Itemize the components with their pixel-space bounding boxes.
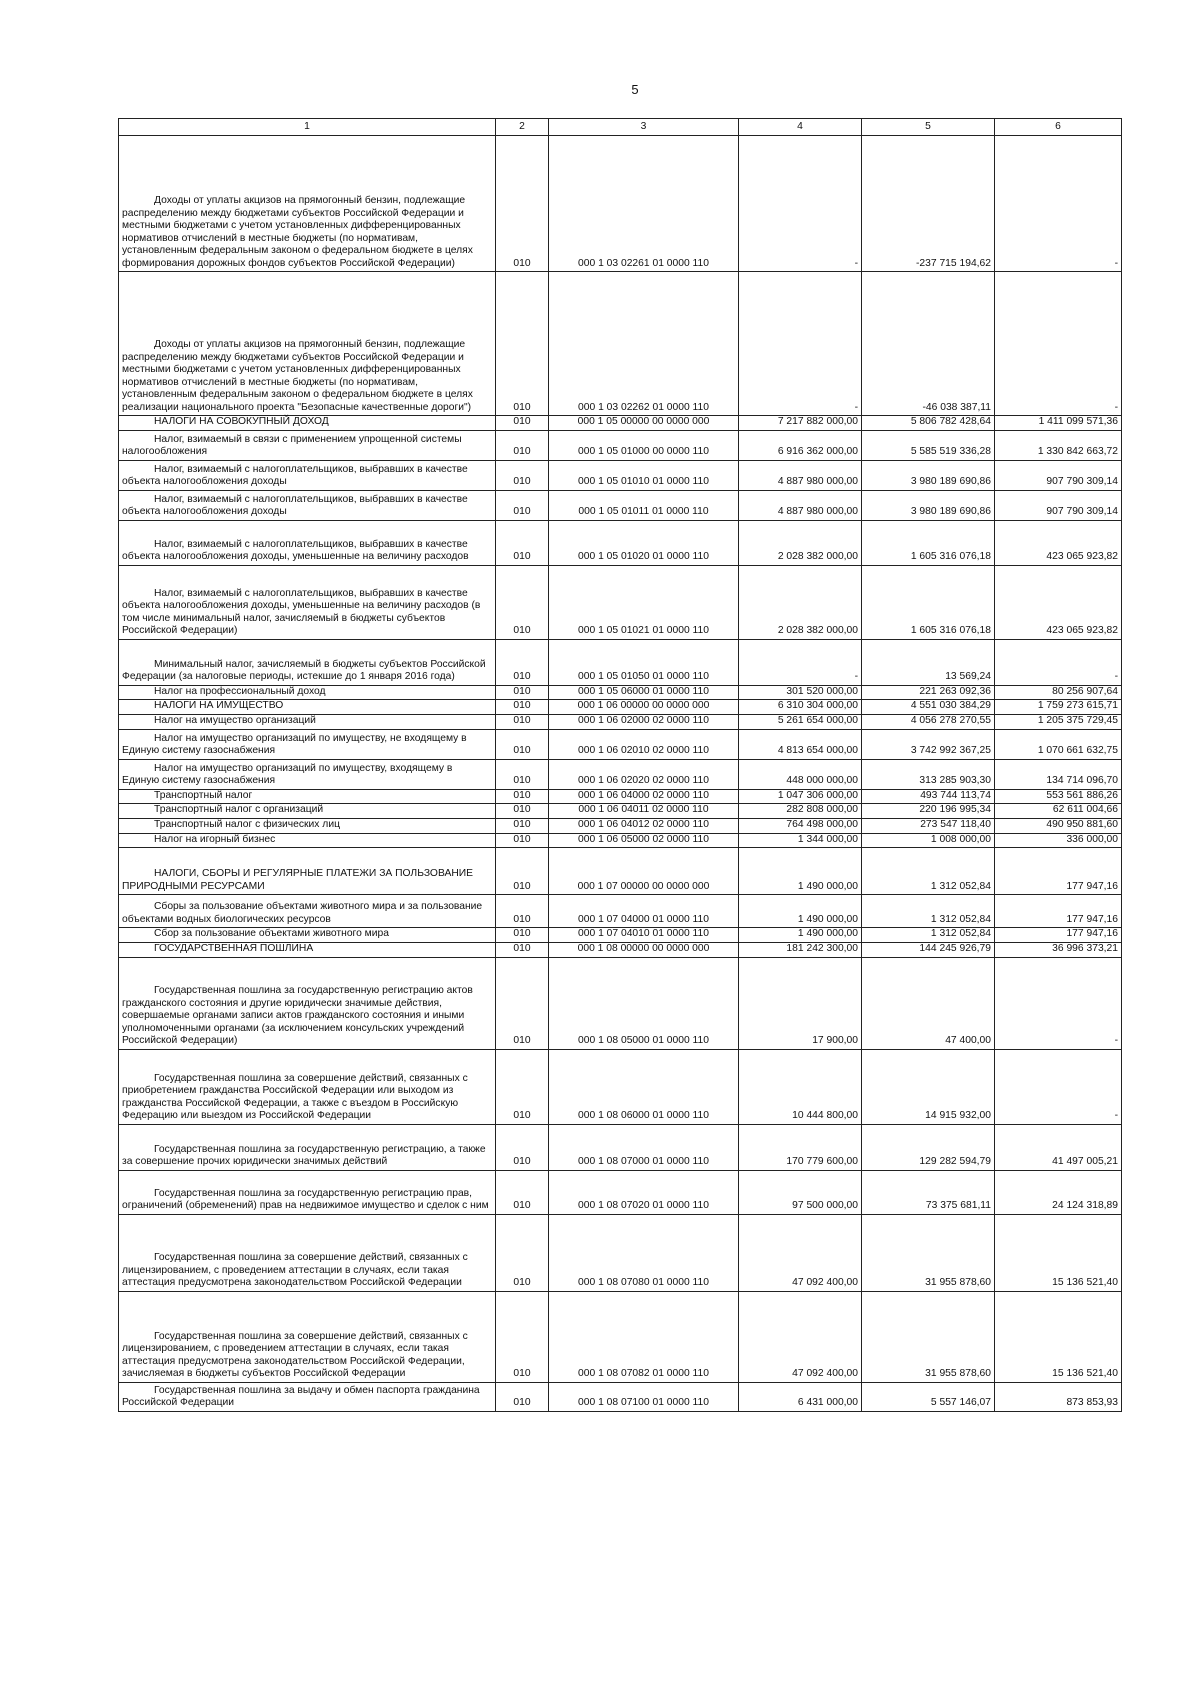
row-unexecuted-amount: 24 124 318,89 xyxy=(995,1170,1122,1214)
table-row xyxy=(119,1382,1122,1411)
row-budget-code: 000 1 08 06000 01 0000 110 xyxy=(549,1049,739,1124)
row-name-text: НАЛОГИ, СБОРЫ И РЕГУЛЯРНЫЕ ПЛАТЕЖИ ЗА ПОЛЬЗОВАНИЕ ПРИРОДНЫМИ РЕСУРСАМИ xyxy=(122,868,474,892)
row-name-text: НАЛОГИ НА ИМУЩЕСТВО xyxy=(154,700,284,711)
row-line-code: 010 xyxy=(496,1124,549,1170)
row-name-text: Транспортный налог xyxy=(154,789,253,801)
row-approved-amount: 448 000 000,00 xyxy=(739,759,862,789)
table-row xyxy=(119,1124,1122,1170)
row-executed-amount: 31 955 878,60 xyxy=(862,1214,995,1291)
table-row xyxy=(119,430,1122,460)
row-name-text: Налог, взимаемый с налогоплательщиков, выбравших в качестве объекта налогообложения доходы, уменьшенные на величину расходов xyxy=(122,538,469,562)
row-approved-amount: 1 047 306 000,00 xyxy=(739,789,862,804)
row-name xyxy=(119,1124,496,1170)
row-name xyxy=(119,430,496,460)
row-approved-amount: - xyxy=(739,272,862,416)
row-budget-code: 000 1 08 07100 01 0000 110 xyxy=(549,1382,739,1411)
row-unexecuted-amount: 490 950 881,60 xyxy=(995,818,1122,833)
row-approved-amount: 181 242 300,00 xyxy=(739,942,862,957)
row-budget-code: 000 1 05 01021 01 0000 110 xyxy=(549,565,739,639)
column-header: 5 xyxy=(862,119,995,136)
row-name xyxy=(119,895,496,928)
row-executed-amount: 5 585 519 336,28 xyxy=(862,430,995,460)
row-name-text: Налог на имущество организаций по имуществу, входящему в Единую систему газоснабжения xyxy=(122,762,453,786)
table-row xyxy=(119,714,1122,729)
table-row xyxy=(119,818,1122,833)
row-unexecuted-amount: 1 759 273 615,71 xyxy=(995,700,1122,715)
table-row xyxy=(119,272,1122,416)
row-name xyxy=(119,460,496,490)
row-executed-amount: 5 806 782 428,64 xyxy=(862,416,995,431)
row-name xyxy=(119,789,496,804)
row-unexecuted-amount: 15 136 521,40 xyxy=(995,1291,1122,1382)
row-line-code: 010 xyxy=(496,685,549,700)
row-unexecuted-amount: 423 065 923,82 xyxy=(995,520,1122,565)
row-executed-amount: 1 605 316 076,18 xyxy=(862,520,995,565)
row-name-text: Сбор за пользование объектами животного мира xyxy=(154,928,389,939)
row-budget-code: 000 1 08 05000 01 0000 110 xyxy=(549,957,739,1049)
table-row xyxy=(119,895,1122,928)
row-approved-amount: 47 092 400,00 xyxy=(739,1214,862,1291)
row-name xyxy=(119,1214,496,1291)
row-approved-amount: 2 028 382 000,00 xyxy=(739,565,862,639)
row-budget-code: 000 1 05 01000 00 0000 110 xyxy=(549,430,739,460)
row-approved-amount: 1 344 000,00 xyxy=(739,833,862,848)
row-approved-amount: 301 520 000,00 xyxy=(739,685,862,700)
row-executed-amount: 221 263 092,36 xyxy=(862,685,995,700)
row-unexecuted-amount: 62 611 004,66 xyxy=(995,804,1122,819)
row-budget-code: 000 1 06 02020 02 0000 110 xyxy=(549,759,739,789)
row-line-code: 010 xyxy=(496,928,549,943)
row-name xyxy=(119,759,496,789)
row-approved-amount: 2 028 382 000,00 xyxy=(739,520,862,565)
row-name-text: Государственная пошлина за совершение действий, связанных с лицензированием, с проведением аттестации в случаях, если такая аттестация предусмотрена законодательством Российской Федерации xyxy=(122,1252,468,1288)
row-name xyxy=(119,848,496,895)
row-name xyxy=(119,942,496,957)
row-unexecuted-amount: 907 790 309,14 xyxy=(995,460,1122,490)
column-number-row xyxy=(119,119,1122,136)
table-row xyxy=(119,1214,1122,1291)
row-unexecuted-amount: 177 947,16 xyxy=(995,895,1122,928)
row-executed-amount: -46 038 387,11 xyxy=(862,272,995,416)
row-line-code: 010 xyxy=(496,460,549,490)
row-budget-code: 000 1 03 02262 01 0000 110 xyxy=(549,272,739,416)
row-unexecuted-amount: 41 497 005,21 xyxy=(995,1124,1122,1170)
table-row xyxy=(119,460,1122,490)
row-executed-amount: 144 245 926,79 xyxy=(862,942,995,957)
row-executed-amount: 4 056 278 270,55 xyxy=(862,714,995,729)
row-line-code: 010 xyxy=(496,714,549,729)
row-budget-code: 000 1 05 01050 01 0000 110 xyxy=(549,639,739,685)
row-name xyxy=(119,136,496,272)
row-name xyxy=(119,957,496,1049)
row-approved-amount: 4 887 980 000,00 xyxy=(739,460,862,490)
row-line-code: 010 xyxy=(496,818,549,833)
row-approved-amount: 764 498 000,00 xyxy=(739,818,862,833)
table-row xyxy=(119,1170,1122,1214)
row-executed-amount: 13 569,24 xyxy=(862,639,995,685)
row-name-text: Доходы от уплаты акцизов на прямогонный бензин, подлежащие распределению между бюджетами субъектов Российской Федерации и местными бюджетами с учетом установленных дифференцированных нормативов отчислений в местные бюджеты (по нормативам, установленным федеральным законом о федеральном бюджете в целях реализации национального проекта "Безопасные качественные дороги") xyxy=(122,339,473,413)
row-name xyxy=(119,565,496,639)
row-name xyxy=(119,272,496,416)
row-line-code: 010 xyxy=(496,565,549,639)
row-executed-amount: 31 955 878,60 xyxy=(862,1291,995,1382)
row-name-text: Сборы за пользование объектами животного мира и за пользование объектами водных биологических ресурсов xyxy=(122,901,483,925)
row-line-code: 010 xyxy=(496,804,549,819)
row-approved-amount: 4 887 980 000,00 xyxy=(739,490,862,520)
row-name-text: Минимальный налог, зачисляемый в бюджеты субъектов Российской Федерации (за налоговые периоды, истекшие до 1 января 2016 года) xyxy=(122,658,486,682)
row-unexecuted-amount: 1 205 375 729,45 xyxy=(995,714,1122,729)
row-executed-amount: 14 915 932,00 xyxy=(862,1049,995,1124)
row-unexecuted-amount: 36 996 373,21 xyxy=(995,942,1122,957)
table-row xyxy=(119,848,1122,895)
row-unexecuted-amount: - xyxy=(995,639,1122,685)
row-line-code: 010 xyxy=(496,729,549,759)
row-line-code: 010 xyxy=(496,833,549,848)
row-line-code: 010 xyxy=(496,430,549,460)
row-unexecuted-amount: - xyxy=(995,1049,1122,1124)
row-unexecuted-amount: 15 136 521,40 xyxy=(995,1214,1122,1291)
row-unexecuted-amount: 336 000,00 xyxy=(995,833,1122,848)
table-row xyxy=(119,1291,1122,1382)
row-approved-amount: 1 490 000,00 xyxy=(739,928,862,943)
table-row xyxy=(119,928,1122,943)
row-budget-code: 000 1 05 01011 01 0000 110 xyxy=(549,490,739,520)
row-name xyxy=(119,639,496,685)
row-budget-code: 000 1 05 00000 00 0000 000 xyxy=(549,416,739,431)
row-name-text: ГОСУДАРСТВЕННАЯ ПОШЛИНА xyxy=(154,943,314,954)
table-row xyxy=(119,685,1122,700)
row-budget-code: 000 1 06 04011 02 0000 110 xyxy=(549,804,739,819)
row-executed-amount: 1 008 000,00 xyxy=(862,833,995,848)
row-executed-amount: 313 285 903,30 xyxy=(862,759,995,789)
row-unexecuted-amount: 177 947,16 xyxy=(995,848,1122,895)
row-name-text: НАЛОГИ НА СОВОКУПНЫЙ ДОХОД xyxy=(154,416,329,427)
row-budget-code: 000 1 05 01020 01 0000 110 xyxy=(549,520,739,565)
row-executed-amount: 3 742 992 367,25 xyxy=(862,729,995,759)
row-executed-amount: 73 375 681,11 xyxy=(862,1170,995,1214)
row-executed-amount: 1 312 052,84 xyxy=(862,848,995,895)
row-line-code: 010 xyxy=(496,1170,549,1214)
row-unexecuted-amount: - xyxy=(995,272,1122,416)
row-budget-code: 000 1 06 02000 02 0000 110 xyxy=(549,714,739,729)
row-unexecuted-amount: 907 790 309,14 xyxy=(995,490,1122,520)
row-approved-amount: - xyxy=(739,136,862,272)
row-line-code: 010 xyxy=(496,272,549,416)
row-budget-code: 000 1 06 04012 02 0000 110 xyxy=(549,818,739,833)
row-budget-code: 000 1 05 06000 01 0000 110 xyxy=(549,685,739,700)
column-header: 6 xyxy=(995,119,1122,136)
row-approved-amount: 7 217 882 000,00 xyxy=(739,416,862,431)
row-name xyxy=(119,1382,496,1411)
row-name xyxy=(119,818,496,833)
table-row xyxy=(119,759,1122,789)
table-row xyxy=(119,639,1122,685)
row-budget-code: 000 1 06 00000 00 0000 000 xyxy=(549,700,739,715)
table-row xyxy=(119,136,1122,272)
row-name xyxy=(119,1170,496,1214)
row-line-code: 010 xyxy=(496,490,549,520)
row-approved-amount: 6 431 000,00 xyxy=(739,1382,862,1411)
row-name-text: Налог на имущество организаций xyxy=(154,715,316,726)
row-unexecuted-amount: 1 411 099 571,36 xyxy=(995,416,1122,431)
row-executed-amount: 4 551 030 384,29 xyxy=(862,700,995,715)
row-budget-code: 000 1 07 04000 01 0000 110 xyxy=(549,895,739,928)
row-name xyxy=(119,685,496,700)
row-name-text: Государственная пошлина за совершение действий, связанных с приобретением гражданства Российской Федерации или выходом из гражданства Российской Федерации, а также с въездом в Российскую Федерацию или выездом из Российской Федерации xyxy=(122,1072,468,1121)
row-name-text: Государственная пошлина за государственную регистрацию актов гражданского состояния и другие юридически значимые действия, совершаемые органами записи актов гражданского состояния и иными уполномоченными органами (за исключением консульских учреждений Российской Федерации) xyxy=(122,985,473,1046)
row-name xyxy=(119,490,496,520)
table-row xyxy=(119,416,1122,431)
row-name-text: Государственная пошлина за совершение действий, связанных с лицензированием, с проведением аттестации в случаях, если такая аттестация предусмотрена законодательством Российской Федерации, зачисляемая в бюджеты субъектов Российской Федерации xyxy=(122,1330,468,1379)
table-row xyxy=(119,833,1122,848)
column-header: 4 xyxy=(739,119,862,136)
row-executed-amount: 47 400,00 xyxy=(862,957,995,1049)
table-row xyxy=(119,490,1122,520)
page-number: 5 xyxy=(631,82,639,97)
row-name-text: Налог на игорный бизнес xyxy=(154,833,276,845)
row-executed-amount: -237 715 194,62 xyxy=(862,136,995,272)
row-executed-amount: 129 282 594,79 xyxy=(862,1124,995,1170)
row-line-code: 010 xyxy=(496,1382,549,1411)
row-approved-amount: 1 490 000,00 xyxy=(739,895,862,928)
row-budget-code: 000 1 06 04000 02 0000 110 xyxy=(549,789,739,804)
row-name-text: Налог, взимаемый в связи с применением упрощенной системы налогообложения xyxy=(122,433,462,457)
row-unexecuted-amount: 553 561 886,26 xyxy=(995,789,1122,804)
row-name-text: Государственная пошлина за выдачу и обмен паспорта гражданина Российской Федерации xyxy=(122,1384,480,1408)
row-unexecuted-amount: 134 714 096,70 xyxy=(995,759,1122,789)
row-name xyxy=(119,700,496,715)
row-line-code: 010 xyxy=(496,1049,549,1124)
table-row xyxy=(119,729,1122,759)
table-row xyxy=(119,520,1122,565)
row-name xyxy=(119,416,496,431)
row-line-code: 010 xyxy=(496,520,549,565)
column-header: 3 xyxy=(549,119,739,136)
row-name-text: Налог на профессиональный доход xyxy=(154,685,326,697)
row-name-text: Государственная пошлина за государственную регистрацию прав, ограничений (обременений) прав на недвижимое имущество и сделок с ним xyxy=(122,1187,489,1211)
row-executed-amount: 3 980 189 690,86 xyxy=(862,490,995,520)
row-budget-code: 000 1 06 05000 02 0000 110 xyxy=(549,833,739,848)
row-budget-code: 000 1 07 00000 00 0000 000 xyxy=(549,848,739,895)
row-name xyxy=(119,1049,496,1124)
row-executed-amount: 273 547 118,40 xyxy=(862,818,995,833)
table-row xyxy=(119,804,1122,819)
row-name-text: Налог на имущество организаций по имуществу, не входящему в Единую систему газоснабжения xyxy=(122,732,467,756)
row-approved-amount: 282 808 000,00 xyxy=(739,804,862,819)
row-executed-amount: 1 312 052,84 xyxy=(862,895,995,928)
table-row xyxy=(119,942,1122,957)
row-name xyxy=(119,1291,496,1382)
row-approved-amount: 6 916 362 000,00 xyxy=(739,430,862,460)
row-approved-amount: 6 310 304 000,00 xyxy=(739,700,862,715)
row-line-code: 010 xyxy=(496,136,549,272)
row-name xyxy=(119,714,496,729)
row-line-code: 010 xyxy=(496,639,549,685)
row-line-code: 010 xyxy=(496,416,549,431)
row-executed-amount: 493 744 113,74 xyxy=(862,789,995,804)
table-row xyxy=(119,957,1122,1049)
row-approved-amount: - xyxy=(739,639,862,685)
row-unexecuted-amount: - xyxy=(995,957,1122,1049)
row-budget-code: 000 1 08 07080 01 0000 110 xyxy=(549,1214,739,1291)
row-unexecuted-amount: 873 853,93 xyxy=(995,1382,1122,1411)
row-approved-amount: 5 261 654 000,00 xyxy=(739,714,862,729)
table-row xyxy=(119,789,1122,804)
row-approved-amount: 10 444 800,00 xyxy=(739,1049,862,1124)
row-budget-code: 000 1 05 01010 01 0000 110 xyxy=(549,460,739,490)
row-approved-amount: 1 490 000,00 xyxy=(739,848,862,895)
row-approved-amount: 170 779 600,00 xyxy=(739,1124,862,1170)
row-name-text: Транспортный налог с физических лиц xyxy=(154,819,340,830)
row-name-text: Государственная пошлина за государственную регистрацию, а также за совершение прочих юридически значимых действий xyxy=(122,1143,486,1167)
row-name-text: Налог, взимаемый с налогоплательщиков, выбравших в качестве объекта налогообложения доходы xyxy=(122,463,468,487)
row-name xyxy=(119,520,496,565)
row-name-text: Налог, взимаемый с налогоплательщиков, выбравших в качестве объекта налогообложения доходы xyxy=(122,493,468,517)
row-budget-code: 000 1 06 02010 02 0000 110 xyxy=(549,729,739,759)
row-approved-amount: 97 500 000,00 xyxy=(739,1170,862,1214)
column-header: 1 xyxy=(119,119,496,136)
row-budget-code: 000 1 03 02261 01 0000 110 xyxy=(549,136,739,272)
row-line-code: 010 xyxy=(496,895,549,928)
row-unexecuted-amount: 80 256 907,64 xyxy=(995,685,1122,700)
row-executed-amount: 1 312 052,84 xyxy=(862,928,995,943)
row-line-code: 010 xyxy=(496,957,549,1049)
row-name xyxy=(119,729,496,759)
row-budget-code: 000 1 07 04010 01 0000 110 xyxy=(549,928,739,943)
row-unexecuted-amount: 423 065 923,82 xyxy=(995,565,1122,639)
row-name xyxy=(119,833,496,848)
row-budget-code: 000 1 08 07082 01 0000 110 xyxy=(549,1291,739,1382)
row-line-code: 010 xyxy=(496,848,549,895)
budget-execution-table xyxy=(118,118,1122,1412)
row-executed-amount: 1 605 316 076,18 xyxy=(862,565,995,639)
row-line-code: 010 xyxy=(496,942,549,957)
row-unexecuted-amount: 177 947,16 xyxy=(995,928,1122,943)
row-budget-code: 000 1 08 07020 01 0000 110 xyxy=(549,1170,739,1214)
table-row xyxy=(119,565,1122,639)
row-executed-amount: 5 557 146,07 xyxy=(862,1382,995,1411)
row-line-code: 010 xyxy=(496,1214,549,1291)
row-executed-amount: 3 980 189 690,86 xyxy=(862,460,995,490)
row-approved-amount: 47 092 400,00 xyxy=(739,1291,862,1382)
row-unexecuted-amount: 1 070 661 632,75 xyxy=(995,729,1122,759)
row-approved-amount: 17 900,00 xyxy=(739,957,862,1049)
row-approved-amount: 4 813 654 000,00 xyxy=(739,729,862,759)
row-name-text: Налог, взимаемый с налогоплательщиков, выбравших в качестве объекта налогообложения доходы, уменьшенные на величину расходов (в том числе минимальный налог, зачисляемый в бюджеты субъектов Российской Федерации) xyxy=(122,587,481,636)
row-name-text: Транспортный налог с организаций xyxy=(154,804,324,815)
row-line-code: 010 xyxy=(496,1291,549,1382)
row-name xyxy=(119,804,496,819)
row-budget-code: 000 1 08 07000 01 0000 110 xyxy=(549,1124,739,1170)
table-row xyxy=(119,700,1122,715)
row-name-text: Доходы от уплаты акцизов на прямогонный бензин, подлежащие распределению между бюджетами субъектов Российской Федерации и местными бюджетами с учетом установленных дифференцированных нормативов отчислений в местные бюджеты (по нормативам, установленным федеральным законом о федеральном бюджете в целях формирования дорожных фондов субъектов Российской Федерации) xyxy=(122,195,473,269)
row-line-code: 010 xyxy=(496,759,549,789)
row-unexecuted-amount: - xyxy=(995,136,1122,272)
column-header: 2 xyxy=(496,119,549,136)
row-executed-amount: 220 196 995,34 xyxy=(862,804,995,819)
row-line-code: 010 xyxy=(496,700,549,715)
row-unexecuted-amount: 1 330 842 663,72 xyxy=(995,430,1122,460)
table-row xyxy=(119,1049,1122,1124)
row-line-code: 010 xyxy=(496,789,549,804)
row-name xyxy=(119,928,496,943)
row-budget-code: 000 1 08 00000 00 0000 000 xyxy=(549,942,739,957)
